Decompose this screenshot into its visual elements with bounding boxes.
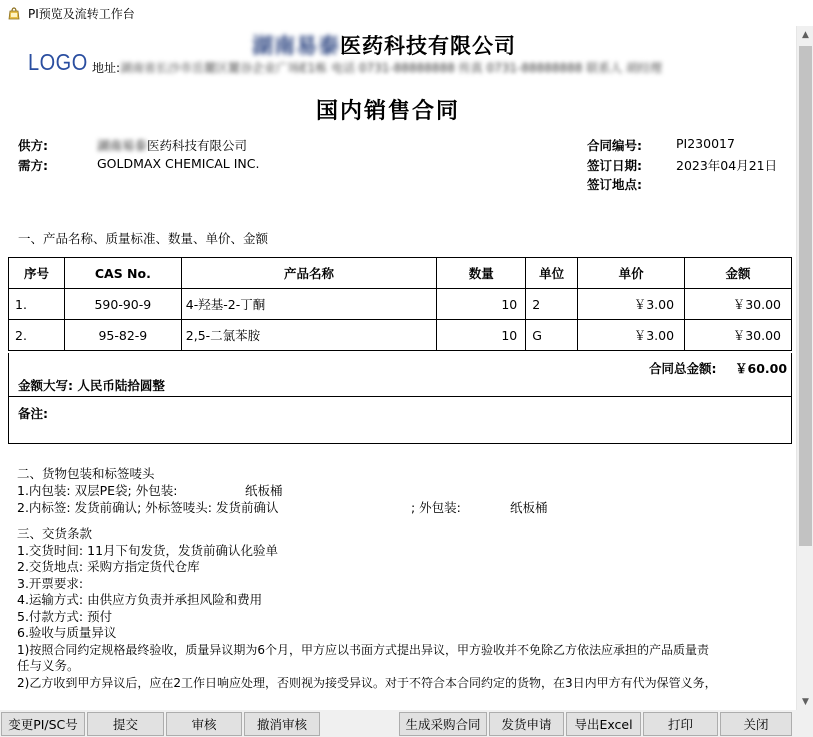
vertical-scrollbar[interactable] — [796, 26, 813, 710]
table-row — [9, 289, 792, 320]
cell-unit: G — [526, 320, 578, 351]
sign-date-label: 签订日期: — [587, 158, 642, 173]
review-button[interactable]: 审核 — [166, 712, 242, 736]
header-cas: CAS No. — [64, 258, 181, 289]
product-table — [8, 257, 792, 351]
cell-unit: 2 — [526, 289, 578, 320]
cancel-review-button[interactable]: 撤消审核 — [244, 712, 320, 736]
address-label: 地址: — [92, 61, 121, 75]
section2-line1-value: 纸板桶 — [245, 483, 283, 498]
header-product-name: 产品名称 — [181, 258, 437, 289]
header-unit-price: 单价 — [578, 258, 685, 289]
cell-unit-price: ￥3.00 — [578, 320, 685, 351]
contract-no-value: PI230017 — [676, 136, 735, 151]
sign-place-label: 签订地点: — [587, 177, 642, 192]
document-viewport[interactable] — [0, 26, 796, 710]
header-unit: 单位 — [526, 258, 578, 289]
change-pi-sc-button[interactable]: 变更PI/SC号 — [1, 712, 85, 736]
scroll-down-arrow-icon[interactable]: ▼ — [802, 696, 809, 707]
cell-product-name: 4-羟基-2-丁酮 — [181, 289, 437, 320]
section3-line: 2)乙方收到甲方异议后，应在2工作日响应处理，否则视为接受异议。对于不符合本合同约定的货物，在3日内甲方有代为保管义务， — [17, 676, 717, 690]
contract-no-label: 合同编号: — [587, 138, 642, 153]
cell-quantity: 10 — [437, 289, 526, 320]
totals-box — [8, 353, 792, 444]
company-name-visible: 医药科技有限公司 — [340, 33, 516, 58]
generate-purchase-contract-button[interactable]: 生成采购合同 — [399, 712, 487, 736]
supplier-visible: 医药科技有限公司 — [147, 138, 248, 153]
button-bar — [0, 710, 813, 737]
header-amount: 金额 — [685, 258, 792, 289]
sign-date-value: 2023年04月21日 — [676, 158, 778, 173]
section3-line: 4.运输方式: 由供应方负责并承担风险和费用 — [17, 592, 263, 607]
cell-index: 1. — [9, 289, 65, 320]
section3-line: 2.交货地点: 采购方指定货代仓库 — [17, 559, 200, 574]
buyer-label: 需方: — [18, 158, 48, 173]
remarks-label: 备注: — [18, 406, 48, 421]
submit-button[interactable]: 提交 — [87, 712, 164, 736]
section2-line2-prefix: 2.内标签: 发货前确认; 外标签唛头: 发货前确认 — [17, 500, 279, 515]
supplier-label: 供方: — [18, 138, 48, 153]
cell-product-name: 2,5-二氯苯胺 — [181, 320, 437, 351]
section2-line2-separator: ; 外包装: — [411, 500, 461, 515]
supplier-value — [97, 136, 247, 154]
cell-amount: ￥30.00 — [685, 289, 792, 320]
section3-line: 1.交货时间: 11月下旬发货，发货前确认化验单 — [17, 543, 279, 558]
cell-cas: 590-90-9 — [64, 289, 181, 320]
section3-line: 1)按照合同约定规格最终验收，质量异议期为6个月，甲方应以书面方式提出异议，甲方验收并不免除乙方依法应承担的产品质量责 — [17, 643, 709, 657]
section1-heading: 一、产品名称、质量标准、数量、单价、金额 — [18, 231, 269, 246]
company-name — [252, 30, 516, 60]
header-index: 序号 — [9, 258, 65, 289]
totals-divider — [9, 396, 791, 397]
title-bar — [0, 0, 813, 26]
section3-heading: 三、交货条款 — [17, 526, 93, 541]
company-name-obscured: 湖南易泰 — [252, 33, 340, 58]
table-header-row — [9, 258, 792, 289]
section3-line: 6.验收与质量异议 — [17, 625, 117, 640]
address-line — [92, 59, 662, 76]
address-obscured: 湖南省长沙市岳麓区麓谷企业广场E1栋 电话 0731-88888888 传真 0731-88888888 联系人 胡经理 — [120, 61, 663, 75]
section2-line1-prefix: 1.内包装: 双层PE袋; 外包装: — [17, 483, 178, 498]
cell-quantity: 10 — [437, 320, 526, 351]
total-amount-label: 合同总金额: — [649, 361, 717, 376]
header-quantity: 数量 — [437, 258, 526, 289]
supplier-obscured: 湖南易泰 — [97, 138, 148, 153]
amount-in-words: 金额大写: 人民币陆拾圆整 — [18, 378, 165, 393]
window-title: PI预览及流转工作台 — [28, 6, 135, 21]
table-row — [9, 320, 792, 351]
shipment-request-button[interactable]: 发货申请 — [489, 712, 564, 736]
section3-line: 5.付款方式: 预付 — [17, 609, 113, 624]
scrollbar-thumb[interactable] — [799, 46, 812, 546]
section2-line2-value: 纸板桶 — [510, 500, 548, 515]
contract-title: 国内销售合同 — [316, 98, 461, 124]
close-button[interactable]: 关闭 — [720, 712, 792, 736]
cell-cas: 95-82-9 — [64, 320, 181, 351]
section2-heading: 二、货物包装和标签唛头 — [17, 466, 155, 481]
cell-unit-price: ￥3.00 — [578, 289, 685, 320]
cell-amount: ￥30.00 — [685, 320, 792, 351]
buyer-value: GOLDMAX CHEMICAL INC. — [97, 156, 260, 171]
print-button[interactable]: 打印 — [643, 712, 718, 736]
export-excel-button[interactable]: 导出Excel — [566, 712, 641, 736]
scroll-up-arrow-icon[interactable]: ▲ — [802, 29, 809, 40]
company-logo: LOGO — [28, 50, 88, 76]
section3-line: 任与义务。 — [17, 658, 80, 673]
section3-line: 3.开票要求: — [17, 576, 84, 591]
app-icon — [6, 5, 22, 21]
total-amount-value: ￥60.00 — [735, 361, 788, 376]
cell-index: 2. — [9, 320, 65, 351]
